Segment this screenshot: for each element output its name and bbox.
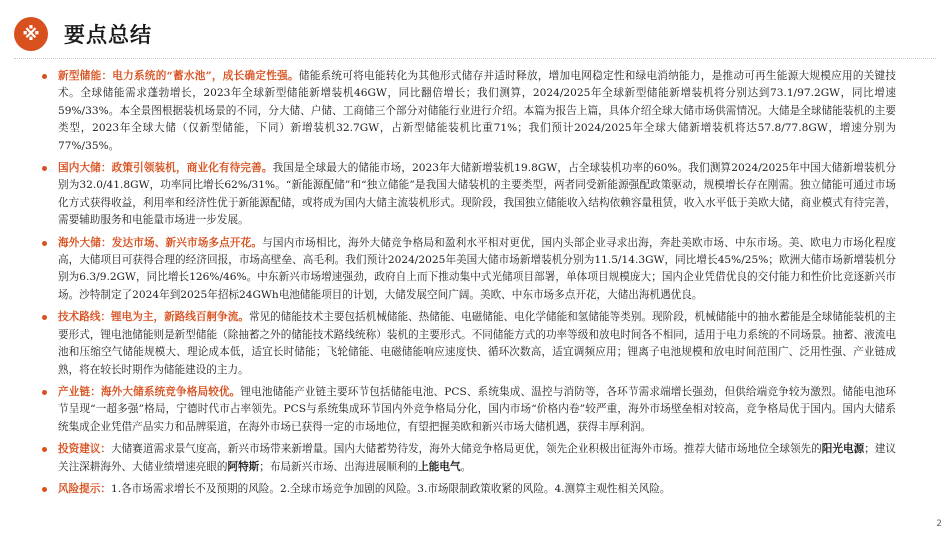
section-body: 我国是全球最大的储能市场，2023年大储新增装机19.8GW，占全球装机功率的60%。我们测算2024/2025年中国大储新增装机分别为32.0/41.8GW，功率同比增长62%/31%。“新能源配储”和“独立储能”是我国大储装机的主要类型，两者同受新能源强配政策驱动，规模增长存在刚需。独立储能可通过市场化方式获得收益，利用率和经济性优于新能源配储，或将成为国内大储主流装机形式。现阶段，我国独立储能收入结构依赖容量租赁，收入水平低于美欧大储，商业模式有待完善，需要辅助服务和电能量市场进一步发展。 xyxy=(58,162,897,227)
company-name: 阳光电源 xyxy=(821,443,865,456)
section-domestic-storage xyxy=(58,160,896,230)
section-heading: 投资建议： xyxy=(58,443,112,456)
section-body: ；建议关注深耕海外、大储业绩增速亮眼的 xyxy=(58,443,897,473)
section-body: 储能系统可将电能转化为其他形式储存并适时释放，增加电网稳定性和绿电消纳能力，是推动可再生能源大规模应用的关键技术。全球储能需求蓬勃增长，2023年全球新型储能新增装机46GW，同比翻倍增长；我们测算，2024/2025年全球新型储能新增装机将分别达到73.1/97.2GW，同比增速59%/33%。本全景图根据装机场景的不同，分大储、户储、工商储三个部分对储能行业进行介绍。本篇为报告上篇，具体介绍全球大储市场供需情况。大储是全球储能装机的主要类型，2023年全球大储（仅新型储能，下同）新增装机32.7GW，占新型储能装机比重71%；我们预计2024/2025年全球大储新增装机将达57.8/77.8GW，增速分别为77%/35%。 xyxy=(58,70,897,152)
section-investment-advice xyxy=(58,441,896,476)
section-heading: 海外大储：发达市场、新兴市场多点开花。 xyxy=(58,236,263,249)
section-body: 锂电池储能产业链主要环节包括储能电池、PCS、系统集成、温控与消防等，各环节需求端增长强劲，但供给端竞争较为激烈。储能电池环节呈现“一超多强”格局，宁德时代市占率领先。PCS与系统集成环节国内外竞争格局分化，国内市场“价格内卷”较严重，海外市场壁垒相对较高，竞争格局优于国内。国内大储系统集成企业凭借产品实力和品牌渠道，在海外市场已获得一定的市场地位，有望把握美欧和新兴市场大储机遇，获得丰厚利润。 xyxy=(58,385,896,433)
section-industry-chain xyxy=(58,384,896,436)
page-header xyxy=(14,16,152,52)
section-heading: 技术路线：锂电为主，新路线百舸争流。 xyxy=(58,311,249,324)
section-heading: 国内大储：政策引领装机，商业化有待完善。 xyxy=(58,162,273,175)
header-divider xyxy=(14,58,936,59)
page-number: 2 xyxy=(936,519,942,529)
section-heading: 新型储能：电力系统的“蓄水池”，成长确定性强。 xyxy=(58,70,299,82)
section-heading: 产业链：海外大储系统竞争格局较优。 xyxy=(58,385,241,398)
section-overseas-storage xyxy=(58,235,896,305)
section-body: 大储赛道需求景气度高，新兴市场带来新增量。国内大储蓄势待发，海外大储竞争格局更优，领先企业积极出征海外市场。推荐大储市场地位全球领先的 xyxy=(111,443,822,456)
section-body: ；布局新兴市场、出海进展顺利的 xyxy=(259,460,419,473)
company-name: 上能电气 xyxy=(418,460,461,473)
section-risk-warning xyxy=(58,481,896,498)
company-name: 阿特斯 xyxy=(227,460,260,473)
section-new-energy-storage xyxy=(58,68,896,155)
section-body: 常见的储能技术主要包括机械储能、热储能、电磁储能、电化学储能和氢储能等类别。现阶段，机械储能中的抽水蓄能是全球储能装机的主要形式，锂电池储能则是新型储能（除抽蓄之外的储能技术路线统称）装机的主要形式。不同储能方式的功率等级和放电时间各不相同，适用于电力系统的不同场景。抽蓄、液流电池和压缩空气储能规模大、理论成本低，适宜长时储能；飞轮储能、电磁储能响应速度快、循环次数高，适宜调频应用；锂离子电池规模和放电时间范围广、泛用性强、产业链成熟，将在较长时期作为储能建设的主力。 xyxy=(58,311,897,376)
page-title: 要点总结 xyxy=(64,23,152,47)
reference-mark-icon: ※ xyxy=(14,17,48,51)
section-body: 。 xyxy=(460,460,472,473)
section-body: 1.各市场需求增长不及预期的风险。2.全球市场竞争加剧的风险。3.市场限制政策收紧的风险。4.测算主观性相关风险。 xyxy=(110,482,671,495)
summary-content xyxy=(58,68,896,503)
section-technology-routes xyxy=(58,309,896,379)
section-heading: 风险提示： xyxy=(58,482,111,495)
section-body: 与国内市场相比，海外大储竞争格局和盈利水平相对更优，国内头部企业寻求出海，奔赴美欧市场、中东市场。美、欧电力市场化程度高，大储项目可获得合理的经济回报，市场高壁垒、高毛利。我们预计2024/2025年美国大储市场新增装机分别为11.5/14.3GW，同比增长45%/25%；欧洲大储市场新增装机分别为6.3/9.2GW，同比增长126%/46%。中东新兴市场增速强劲，政府自上而下推动集中式光储项目部署，单体项目规模庞大；国内企业凭借优良的交付能力和性价比竞逐新兴市场。沙特制定了2024年到2025年招标24GWh电池储能项目的计划，大储发展空间广阔。美欧、中东市场多点开花，大储出海机遇优良。 xyxy=(58,236,897,301)
